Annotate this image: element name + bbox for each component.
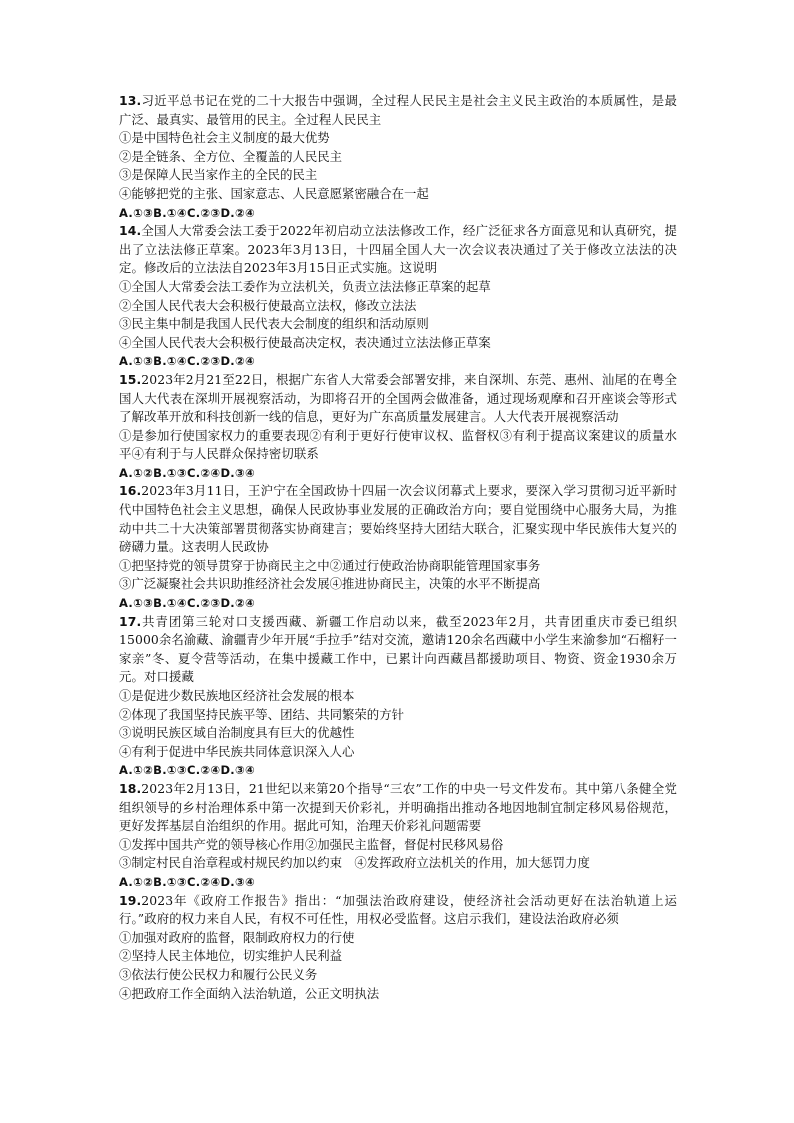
question-stem: [119, 613, 677, 687]
option: ②全国人民代表大会积极行使最高立法权，修改立法法: [119, 297, 417, 313]
option: ①发挥中国共产党的领导核心作用②加强民主监督，督促村民移风易俗: [119, 836, 504, 852]
option: ③依法行使公民权力和履行公民义务: [119, 966, 318, 982]
question-13: [119, 92, 677, 222]
question-15: [119, 371, 677, 483]
option: ①是参加行使国家权力的重要表现②有利于更好行使审议权、监督权③有利于提高议案建议的质量水平④有利于与人民群众保持密切联系: [119, 427, 677, 462]
option: ①是中国特色社会主义制度的最大优势: [119, 130, 330, 146]
question-18: [119, 780, 677, 892]
answer-choices: A.①②B.①③C.②④D.③④: [119, 874, 256, 889]
question-number: 14.: [119, 223, 142, 239]
option: ③说明民族区域自治制度具有巨大的优越性: [119, 725, 355, 741]
option: ①把坚持党的领导贯穿于协商民主之中②通过行使政治协商职能管理国家事务: [119, 557, 541, 573]
question-text: 习近平总书记在党的二十大报告中强调，全过程人民民主是社会主义民主政治的本质属性，是最广泛、最真实、最管用的民主。全过程人民民主: [119, 93, 677, 127]
question-stem: [119, 222, 677, 278]
question-19: [119, 892, 677, 1004]
exam-page: [119, 92, 677, 1003]
option: ④全国人民代表大会积极行使最高决定权，表决通过立法法修正草案: [119, 334, 491, 350]
question-stem: [119, 482, 677, 556]
option: ③广泛凝聚社会共识助推经济社会发展④推进协商民主，决策的水平不断提高: [119, 576, 541, 592]
question-text: 全国人大常委会法工委于2022年初启动立法法修改工作，经广泛征求各方面意见和认真研究，提出了立法法修正草案。2023年3月13日，十四届全国人大一次会议表决通过了关于修改立法法的决定。修改后的立法法自2023年3月15日正式实施。这说明: [119, 223, 677, 276]
question-stem: [119, 780, 677, 836]
answer-choices: A.①③B.①④C.②③D.②④: [119, 596, 256, 611]
option: ④有利于促进中华民族共同体意识深入人心: [119, 743, 355, 759]
question-text: 2023年2月21至22日，根据广东省人大常委会部署安排，来自深圳、东莞、惠州、汕尾的在粤全国人大代表在深圳开展视察活动，为即将召开的全国两会做准备，通过现场观摩和召开座谈会等形式了解改革开放和科技创新一线的信息，更好为广东高质量发展建言。人大代表开展视察活动: [119, 371, 677, 425]
question-number: 16.: [119, 483, 142, 499]
question-text: 2023年3月11日，王沪宁在全国政协十四届一次会议闭幕式上要求，要深入学习贯彻习近平新时代中国特色社会主义思想，确保人民政协事业发展的正确政治方向；要自觉围绕中心服务大局，为推动中共二十大决策部署贯彻落实协商建言；要始终坚持大团结大联合，汇聚实现中华民族伟大复兴的磅礴力量。这表明人民政协: [119, 483, 677, 555]
answer-choices: A.①②B.①③C.②④D.③④: [119, 763, 256, 778]
question-16: [119, 482, 677, 612]
answer-choices: A.①②B.①③C.②④D.③④: [119, 465, 256, 480]
option: ③制定村民自治章程或村规民约加以约束 ④发挥政府立法机关的作用，加大惩罚力度: [119, 855, 590, 871]
question-text: 共青团第三轮对口支援西藏、新疆工作启动以来，截至2023年2月，共青团重庆市委已组织15000余名渝藏、渝疆青少年开展“手拉手”结对交流，邀请120余名西藏中小学生来渝参加“石榴籽一家亲”冬、夏令营等活动，在集中援藏工作中，已累计向西藏昌都援助项目、物资、资金1930余万元。对口援藏: [119, 613, 677, 685]
option: ④把政府工作全面纳入法治轨道，公正文明执法: [119, 985, 380, 1001]
question-stem: [119, 92, 677, 129]
question-stem: [119, 371, 677, 427]
option: ①加强对政府的监督，限制政府权力的行使: [119, 929, 355, 945]
option: ①全国人大常委会法工委作为立法机关，负责立法法修正草案的起草: [119, 278, 491, 294]
question-number: 18.: [119, 780, 142, 796]
option: ②体现了我国坚持民族平等、团结、共同繁荣的方针: [119, 706, 404, 722]
option: ②是全链条、全方位、全覆盖的人民民主: [119, 148, 343, 164]
answer-choices: A.①③B.①④C.②③D.②④: [119, 354, 256, 369]
question-number: 13.: [119, 93, 142, 108]
question-17: [119, 613, 677, 780]
option: ②坚持人民主体地位，切实维护人民利益: [119, 948, 343, 964]
option: ①是促进少数民族地区经济社会发展的根本: [119, 688, 355, 703]
question-text: 2023年《政府工作报告》指出：“加强法治政府建设，使经济社会活动更好在法治轨道上运行。”政府的权力来自人民，有权不可任性，用权必受监督。这启示我们，建设法治政府必须: [119, 892, 677, 927]
question-text: 2023年2月13日，21世纪以来第20个指导“三农”工作的中央一号文件发布。其中第八条健全党组织领导的乡村治理体系中第一次提到天价彩礼，并明确指出推动各地因地制宜制定移风易俗规范，更好发挥基层自治组织的作用。据此可知，治理天价彩礼问题需要: [119, 780, 677, 834]
question-number: 19.: [119, 892, 142, 908]
option: ③是保障人民当家作主的全民的民主: [119, 167, 318, 183]
option: ③民主集中制是我国人民代表大会制度的组织和活动原则: [119, 316, 429, 332]
question-number: 15.: [119, 371, 142, 387]
question-number: 17.: [119, 613, 142, 629]
answer-choices: A.①③B.①④C.②③D.②④: [119, 205, 256, 220]
question-stem: [119, 892, 677, 929]
question-14: [119, 222, 677, 371]
option: ④能够把党的主张、国家意志、人民意愿紧密融合在一起: [119, 185, 429, 201]
